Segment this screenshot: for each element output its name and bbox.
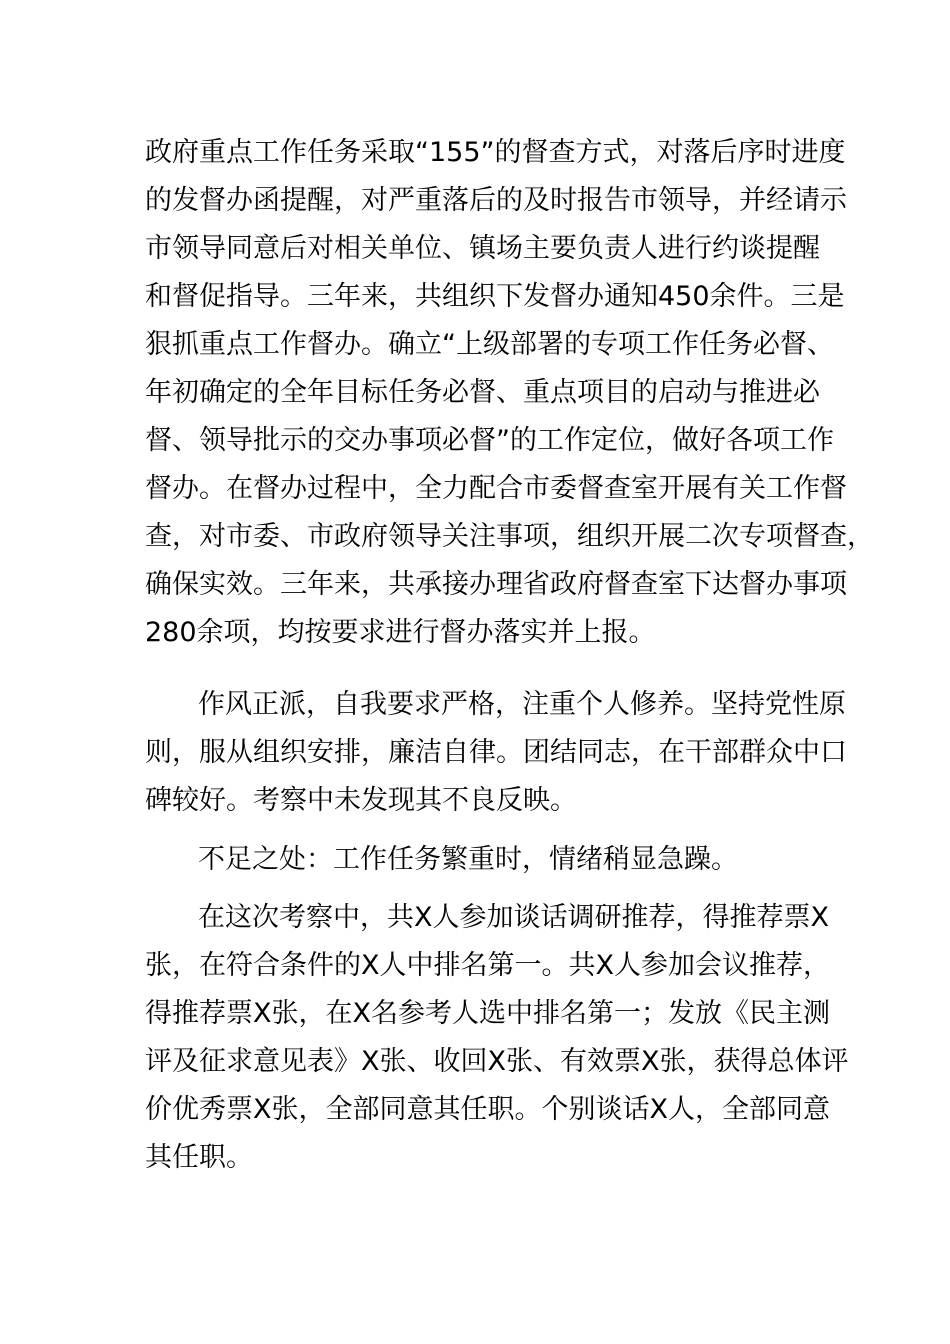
paragraph-4-line-1: 在这次考察中，共X人参加谈话调研推荐，得推荐票X — [198, 902, 829, 933]
paragraph-1-line-7: 督、领导批示的交办事项必督”的工作定位，做好各项工作 — [145, 425, 834, 456]
paragraph-1-line-8: 督办。在督办过程中，全力配合市委督查室开展有关工作督 — [145, 473, 847, 504]
paragraph-1-line-3: 市领导同意后对相关单位、镇场主要负责人进行约谈提醒 — [145, 233, 820, 264]
paragraph-1-line-1: 政府重点工作任务采取“155”的督查方式，对落后序时进度 — [145, 137, 846, 168]
paragraph-2-line-2: 则，服从组织安排，廉洁自律。团结同志，在干部群众中口 — [145, 737, 847, 768]
paragraph-1-line-4: 和督促指导。三年来，共组织下发督办通知450余件。三是 — [145, 281, 845, 312]
paragraph-4-line-4: 评及征求意见表》X张、收回X张、有效票X张，获得总体评 — [145, 1046, 849, 1077]
paragraph-4-line-6: 其任职。 — [145, 1142, 253, 1173]
paragraph-2-line-1: 作风正派，自我要求严格，注重个人修养。坚持党性原 — [198, 689, 846, 720]
paragraph-1-line-9: 查，对市委、市政府领导关注事项，组织开展二次专项督查， — [145, 521, 874, 552]
paragraph-4-line-2: 张，在符合条件的X人中排名第一。共X人参加会议推荐， — [145, 950, 830, 981]
paragraph-4-line-5: 价优秀票X张，全部同意其任职。个别谈话X人，全部同意 — [145, 1094, 830, 1125]
paragraph-1-line-5: 狠抓重点工作督办。确立“上级部署的专项工作任务必督、 — [145, 329, 834, 360]
paragraph-1-line-2: 的发督办函提醒，对严重落后的及时报告市领导，并经请示 — [145, 185, 847, 216]
paragraph-2-line-3: 碑较好。考察中未发现其不良反映。 — [145, 785, 577, 816]
paragraph-4-line-3: 得推荐票X张，在X名参考人选中排名第一；发放《民主测 — [145, 998, 830, 1029]
paragraph-3-line-1: 不足之处：工作任务繁重时，情绪稍显急躁。 — [198, 844, 738, 875]
paragraph-1-line-10: 确保实效。三年来，共承接办理省政府督查室下达督办事项 — [145, 569, 847, 600]
paragraph-1-line-11: 280余项，均按要求进行督办落实并上报。 — [145, 617, 656, 648]
paragraph-1-line-6: 年初确定的全年目标任务必督、重点项目的启动与推进必 — [145, 377, 820, 408]
